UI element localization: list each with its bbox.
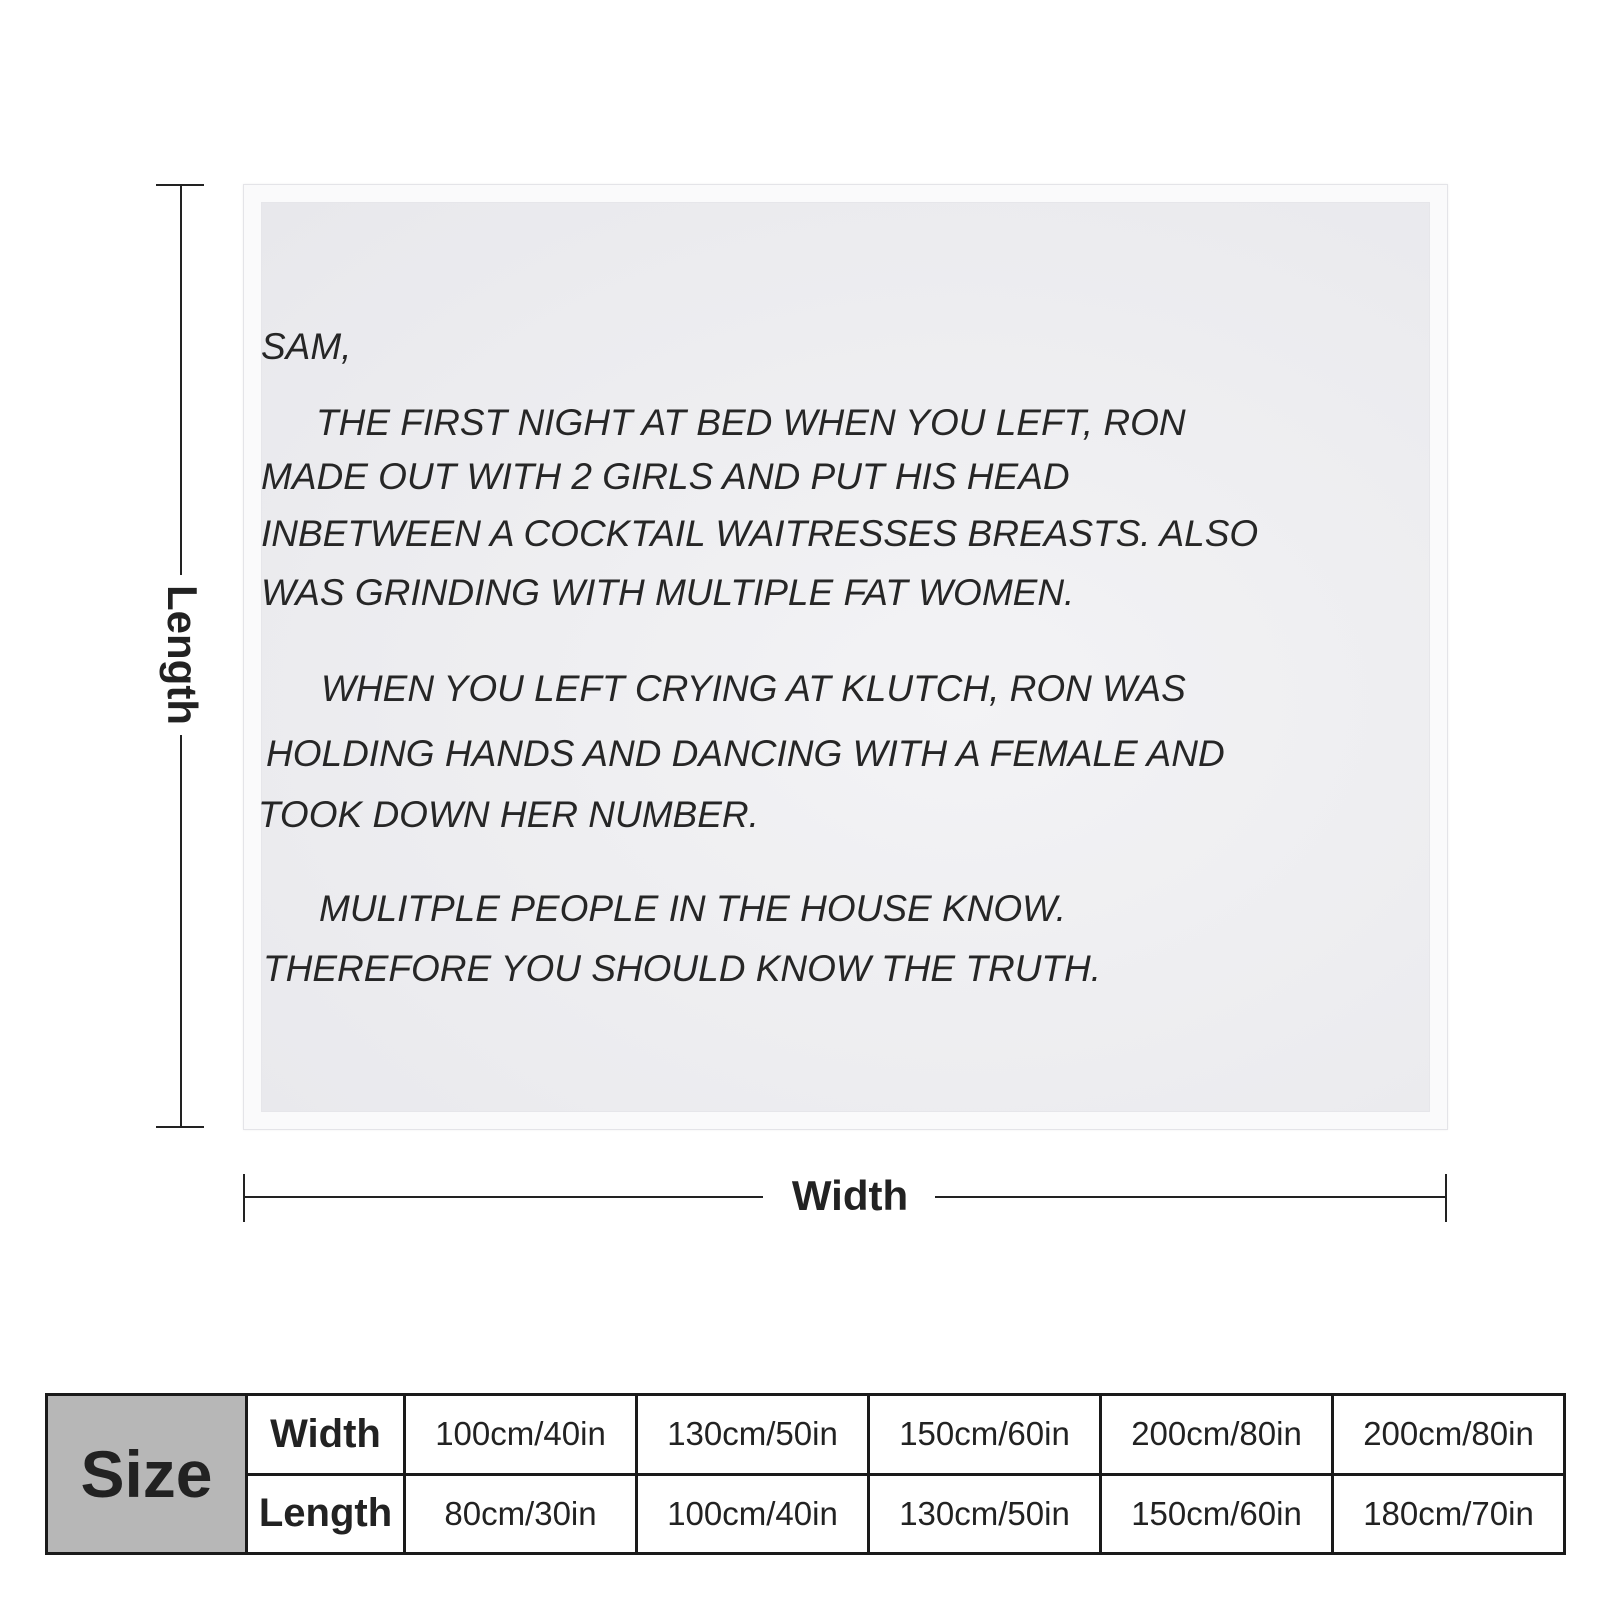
letter-line: MULITPLE PEOPLE IN THE HOUSE KNOW.	[319, 888, 1066, 929]
width-dimension-line-right	[935, 1196, 1447, 1198]
length-cell: 180cm/70in	[1333, 1474, 1565, 1554]
width-dimension-line-left	[243, 1196, 763, 1198]
width-cell: 130cm/50in	[637, 1395, 869, 1475]
letter-line: TOOK DOWN HER NUMBER.	[258, 794, 759, 835]
letter-greeting: SAM,	[261, 326, 352, 367]
length-dimension-label: Length	[158, 575, 206, 735]
width-cell: 150cm/60in	[869, 1395, 1101, 1475]
width-dimension-left-cap	[243, 1174, 245, 1222]
letter-line: HOLDING HANDS AND DANCING WITH A FEMALE AND	[266, 733, 1225, 774]
length-row-label: Length	[247, 1474, 405, 1554]
width-cell: 200cm/80in	[1101, 1395, 1333, 1475]
size-chart-length-row	[47, 1474, 1565, 1554]
width-cell: 200cm/80in	[1333, 1395, 1565, 1475]
letter-line: WHEN YOU LEFT CRYING AT KLUTCH, RON WAS	[321, 668, 1186, 709]
width-dimension-label: Width	[791, 1172, 909, 1219]
width-row-label: Width	[247, 1395, 405, 1475]
letter-line: THE FIRST NIGHT AT BED WHEN YOU LEFT, RON	[316, 402, 1186, 443]
size-chart-table	[45, 1393, 1566, 1555]
length-cell: 130cm/50in	[869, 1474, 1101, 1554]
letter-line: THEREFORE YOU SHOULD KNOW THE TRUTH.	[263, 948, 1102, 989]
size-chart-header: Size	[47, 1395, 247, 1554]
length-cell: 150cm/60in	[1101, 1474, 1333, 1554]
size-chart-width-row	[47, 1395, 1565, 1475]
width-dimension-right-cap	[1445, 1174, 1447, 1222]
length-cell: 100cm/40in	[637, 1474, 869, 1554]
width-cell: 100cm/40in	[405, 1395, 637, 1475]
length-dimension-bottom-cap	[156, 1126, 204, 1128]
letter-line: INBETWEEN A COCKTAIL WAITRESSES BREASTS. ALSO	[261, 513, 1259, 554]
letter-line: MADE OUT WITH 2 GIRLS AND PUT HIS HEAD	[261, 456, 1070, 497]
length-cell: 80cm/30in	[405, 1474, 637, 1554]
letter-line: WAS GRINDING WITH MULTIPLE FAT WOMEN.	[261, 572, 1075, 613]
